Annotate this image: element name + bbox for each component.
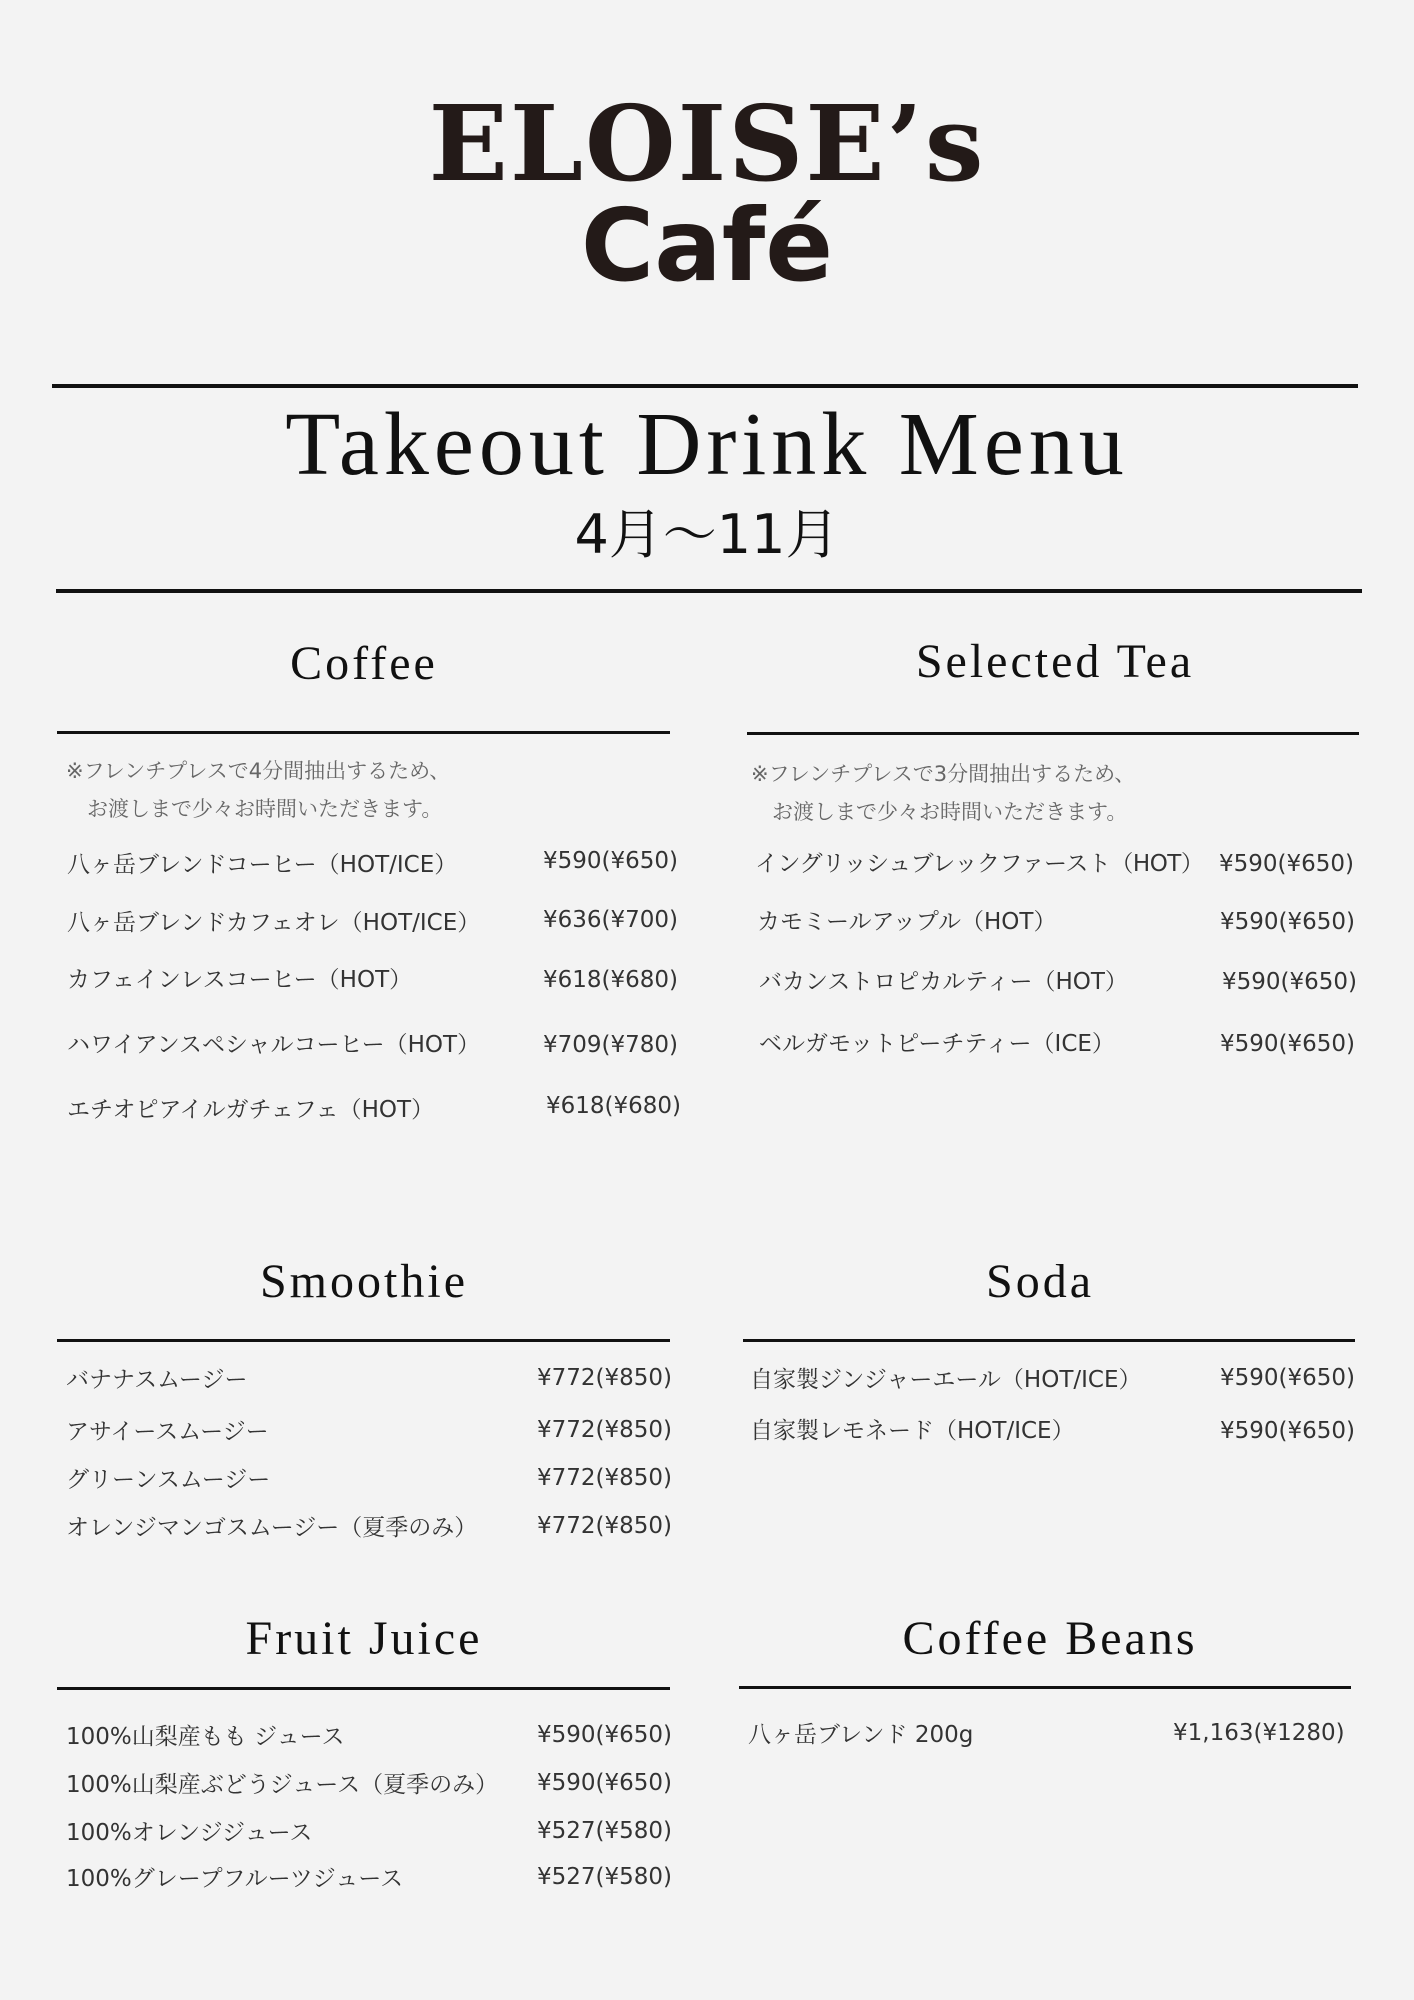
tea-item-name: バカンストロピカルティー（HOT） [759, 969, 1128, 995]
beans-item-price: ¥1,163(¥1280) [1173, 1720, 1345, 1746]
smoothie-item-name: オレンジマンゴスムージー（夏季のみ） [66, 1515, 478, 1541]
juice-item-price: ¥527(¥580) [537, 1818, 673, 1844]
coffee-item-name: カフェインレスコーヒー（HOT） [67, 967, 413, 993]
section-rule-tea [747, 732, 1359, 735]
section-rule-soda [743, 1339, 1355, 1342]
coffee-item-price: ¥618(¥680) [546, 1093, 682, 1119]
coffee-item-name: ハワイアンスペシャルコーヒー（HOT） [67, 1032, 481, 1058]
tea-item-price: ¥590(¥650) [1220, 1031, 1356, 1057]
juice-item-price: ¥590(¥650) [537, 1722, 673, 1748]
juice-item-name: 100%オレンジジュース [66, 1820, 313, 1846]
tea-item-name: イングリッシュブレックファースト（HOT） [755, 851, 1204, 877]
soda-item-name: 自家製ジンジャーエール（HOT/ICE） [750, 1367, 1142, 1393]
section-title-beans: Coffee Beans [902, 1612, 1198, 1665]
tea-item-price: ¥590(¥650) [1220, 909, 1356, 935]
section-title-soda: Soda [986, 1255, 1094, 1308]
smoothie-item-price: ¥772(¥850) [537, 1465, 673, 1491]
coffee-item-name: エチオピアイルガチェフェ（HOT） [67, 1097, 435, 1123]
soda-item-name: 自家製レモネード（HOT/ICE） [750, 1418, 1075, 1444]
tea-item-price: ¥590(¥650) [1222, 969, 1358, 995]
juice-item-name: 100%山梨産もも ジュース [66, 1724, 345, 1750]
section-rule-beans [739, 1686, 1351, 1689]
smoothie-item-name: アサイースムージー [66, 1419, 269, 1445]
smoothie-item-price: ¥772(¥850) [537, 1513, 673, 1539]
section-rule-coffee [57, 731, 670, 734]
page-subtitle: 4月〜11月 [574, 503, 840, 566]
section-title-tea: Selected Tea [915, 635, 1195, 688]
tea-note [751, 755, 1135, 831]
coffee-item-price: ¥590(¥650) [543, 848, 679, 874]
coffee-item-price: ¥636(¥700) [543, 907, 679, 933]
title-top-rule [52, 384, 1358, 388]
coffee-item-name: 八ヶ岳ブレンドコーヒー（HOT/ICE） [67, 852, 458, 878]
smoothie-item-price: ¥772(¥850) [537, 1417, 673, 1443]
smoothie-item-price: ¥772(¥850) [537, 1365, 673, 1391]
juice-item-name: 100%グレープフルーツジュース [66, 1866, 404, 1892]
section-title-coffee: Coffee [290, 637, 438, 690]
page-title: Takeout Drink Menu [285, 395, 1129, 494]
section-title-smoothie: Smoothie [259, 1255, 468, 1308]
tea-item-name: カモミールアップル（HOT） [757, 909, 1057, 935]
logo-line1: ELOISE’s [428, 82, 986, 205]
logo-line2: Café [580, 187, 834, 304]
soda-item-price: ¥590(¥650) [1220, 1418, 1356, 1444]
coffee-item-price: ¥618(¥680) [543, 967, 679, 993]
section-rule-smoothie [57, 1339, 670, 1342]
section-title-juice: Fruit Juice [245, 1612, 483, 1665]
tea-item-name: ベルガモットピーチティー（ICE） [759, 1031, 1115, 1057]
juice-item-name: 100%山梨産ぶどうジュース（夏季のみ） [66, 1772, 499, 1798]
beans-item-name: 八ヶ岳ブレンド 200g [748, 1722, 974, 1748]
coffee-item-name: 八ヶ岳ブレンドカフェオレ（HOT/ICE） [67, 910, 481, 936]
tea-note-line-2: お渡しまで少々お時間いただきます。 [751, 800, 1128, 824]
coffee-note [66, 752, 450, 828]
section-rule-juice [57, 1687, 670, 1690]
coffee-note-line-2: お渡しまで少々お時間いただきます。 [66, 797, 443, 821]
smoothie-item-name: グリーンスムージー [66, 1467, 271, 1493]
title-bottom-rule [56, 589, 1362, 593]
soda-item-price: ¥590(¥650) [1220, 1365, 1356, 1391]
juice-item-price: ¥527(¥580) [537, 1864, 673, 1890]
tea-note-line-1: ※フレンチプレスで3分間抽出するため、 [751, 762, 1136, 786]
coffee-note-line-1: ※フレンチプレスで4分間抽出するため、 [66, 759, 451, 783]
tea-item-price: ¥590(¥650) [1219, 851, 1355, 877]
smoothie-item-name: バナナスムージー [66, 1367, 248, 1393]
coffee-item-price: ¥709(¥780) [543, 1032, 679, 1058]
juice-item-price: ¥590(¥650) [537, 1770, 673, 1796]
